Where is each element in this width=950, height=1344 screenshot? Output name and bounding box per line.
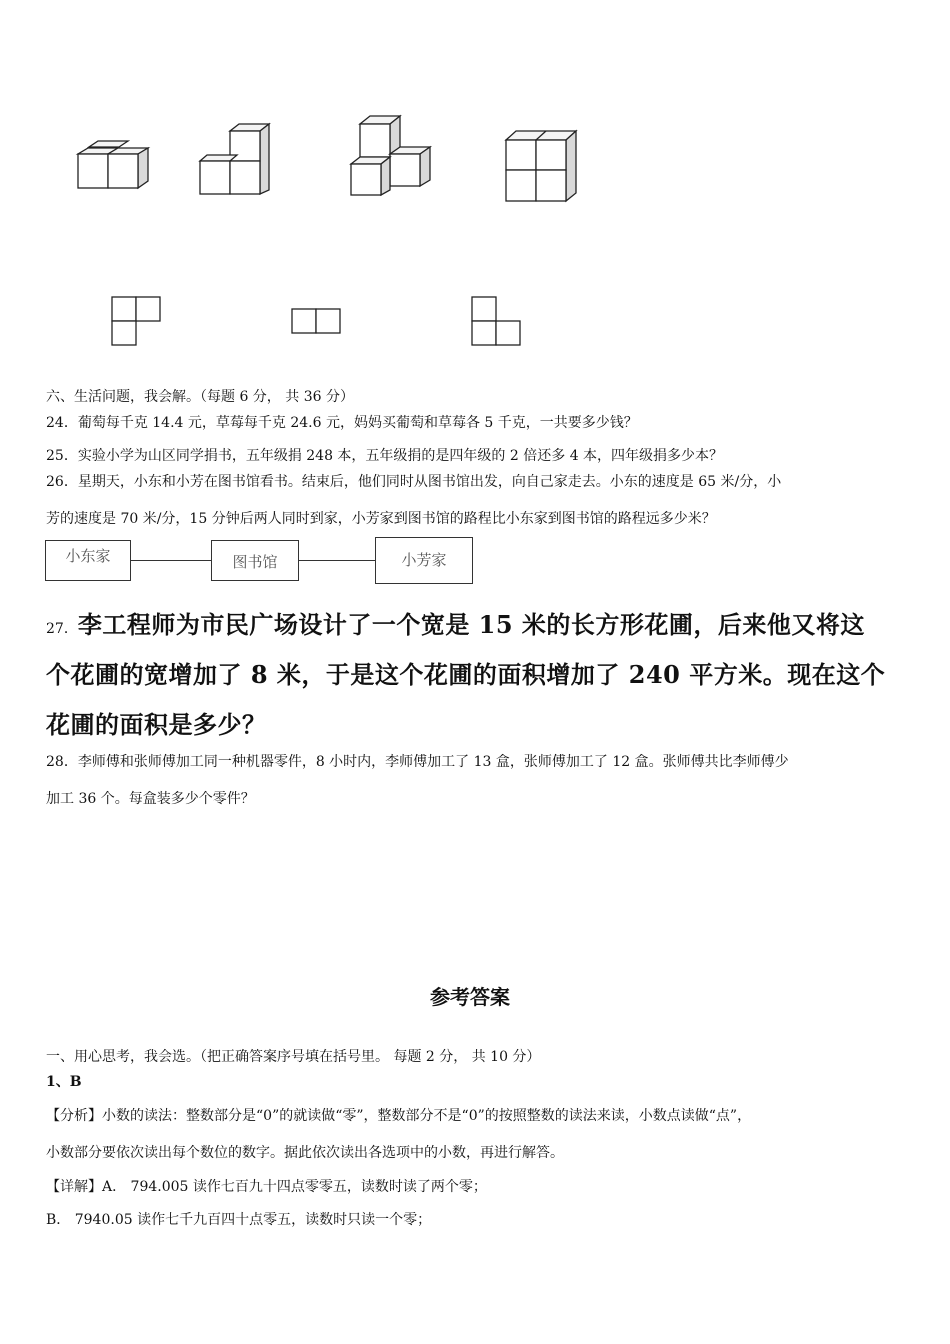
analysis-line1: 【分析】小数的读法：整数部分是“0”的就读做“零”，整数部分不是“0”的按照整数的读法来读，小数点读做“点”， — [46, 1108, 752, 1124]
diagram-line-left — [131, 560, 211, 561]
diagram-line-right — [299, 560, 375, 561]
question-26-line1: 26．星期天，小东和小芳在图书馆看书。结束后，他们同时从图书馆出发，向自己家走去。小东的速度是 65 米/分，小 — [46, 474, 782, 490]
detail-b: B． 7940.05 读作七千九百四十点零五，读数时只读一个零； — [46, 1212, 432, 1228]
question-26-line2: 芳的速度是 70 米/分，15 分钟后两人同时到家，小芳家到图书馆的路程比小东家到图书馆的路程远多少米？ — [46, 511, 716, 527]
cube-figure-2 — [193, 120, 283, 198]
view-figure-3 — [470, 295, 525, 347]
cube-figure-4 — [500, 125, 585, 207]
question-27-number: 27． — [46, 621, 78, 637]
answers-section-1-heading: 一、用心思考，我会选。（把正确答案序号填在括号里。 每题 2 分， 共 10 分） — [46, 1049, 541, 1065]
diagram-xiaodong-home: 小东家 — [45, 540, 131, 581]
diagram-xiaofang-home: 小芳家 — [375, 537, 473, 584]
answers-title: 参考答案 — [430, 985, 510, 1009]
question-25: 25．实验小学为山区同学捐书，五年级捐 248 本，五年级捐的是四年级的 2 倍还多 4 本，四年级捐多少本？ — [46, 448, 724, 464]
cube-figure-1 — [70, 135, 160, 195]
question-27-line2: 个花圃的宽增加了 8 米，于是这个花圃的面积增加了 240 平方米。现在这个 — [46, 660, 886, 689]
analysis-line2: 小数部分要依次读出每个数位的数字。据此依次读出各选项中的小数，再进行解答。 — [46, 1145, 564, 1161]
question-27-line1 — [46, 605, 865, 640]
detail-a: 【详解】A． 794.005 读作七百九十四点零零五，读数时读了两个零； — [46, 1179, 487, 1195]
view-figure-2 — [290, 307, 345, 337]
question-28-line1: 28．李师傅和张师傅加工同一种机器零件，8 小时内，李师傅加工了 13 盒，张师傅加工了 12 盒。张师傅共比李师傅少 — [46, 754, 789, 770]
section-6-heading: 六、生活问题，我会解。（每题 6 分， 共 36 分） — [46, 389, 354, 405]
question-27-line3: 花圃的面积是多少？ — [46, 710, 267, 739]
question-27-text1: 李工程师为市民广场设计了一个宽是 15 米的长方形花圃，后来他又将这 — [77, 610, 865, 639]
cube-figure-3 — [345, 112, 440, 200]
view-figure-1 — [110, 295, 165, 347]
answer-1: 1、B — [46, 1074, 82, 1090]
diagram-library: 图书馆 — [211, 540, 299, 581]
question-28-line2: 加工 36 个。每盒装多少个零件？ — [46, 791, 255, 807]
question-24: 24．葡萄每千克 14.4 元，草莓每千克 24.6 元，妈妈买葡萄和草莓各 5 千克，一共要多少钱？ — [46, 415, 638, 431]
